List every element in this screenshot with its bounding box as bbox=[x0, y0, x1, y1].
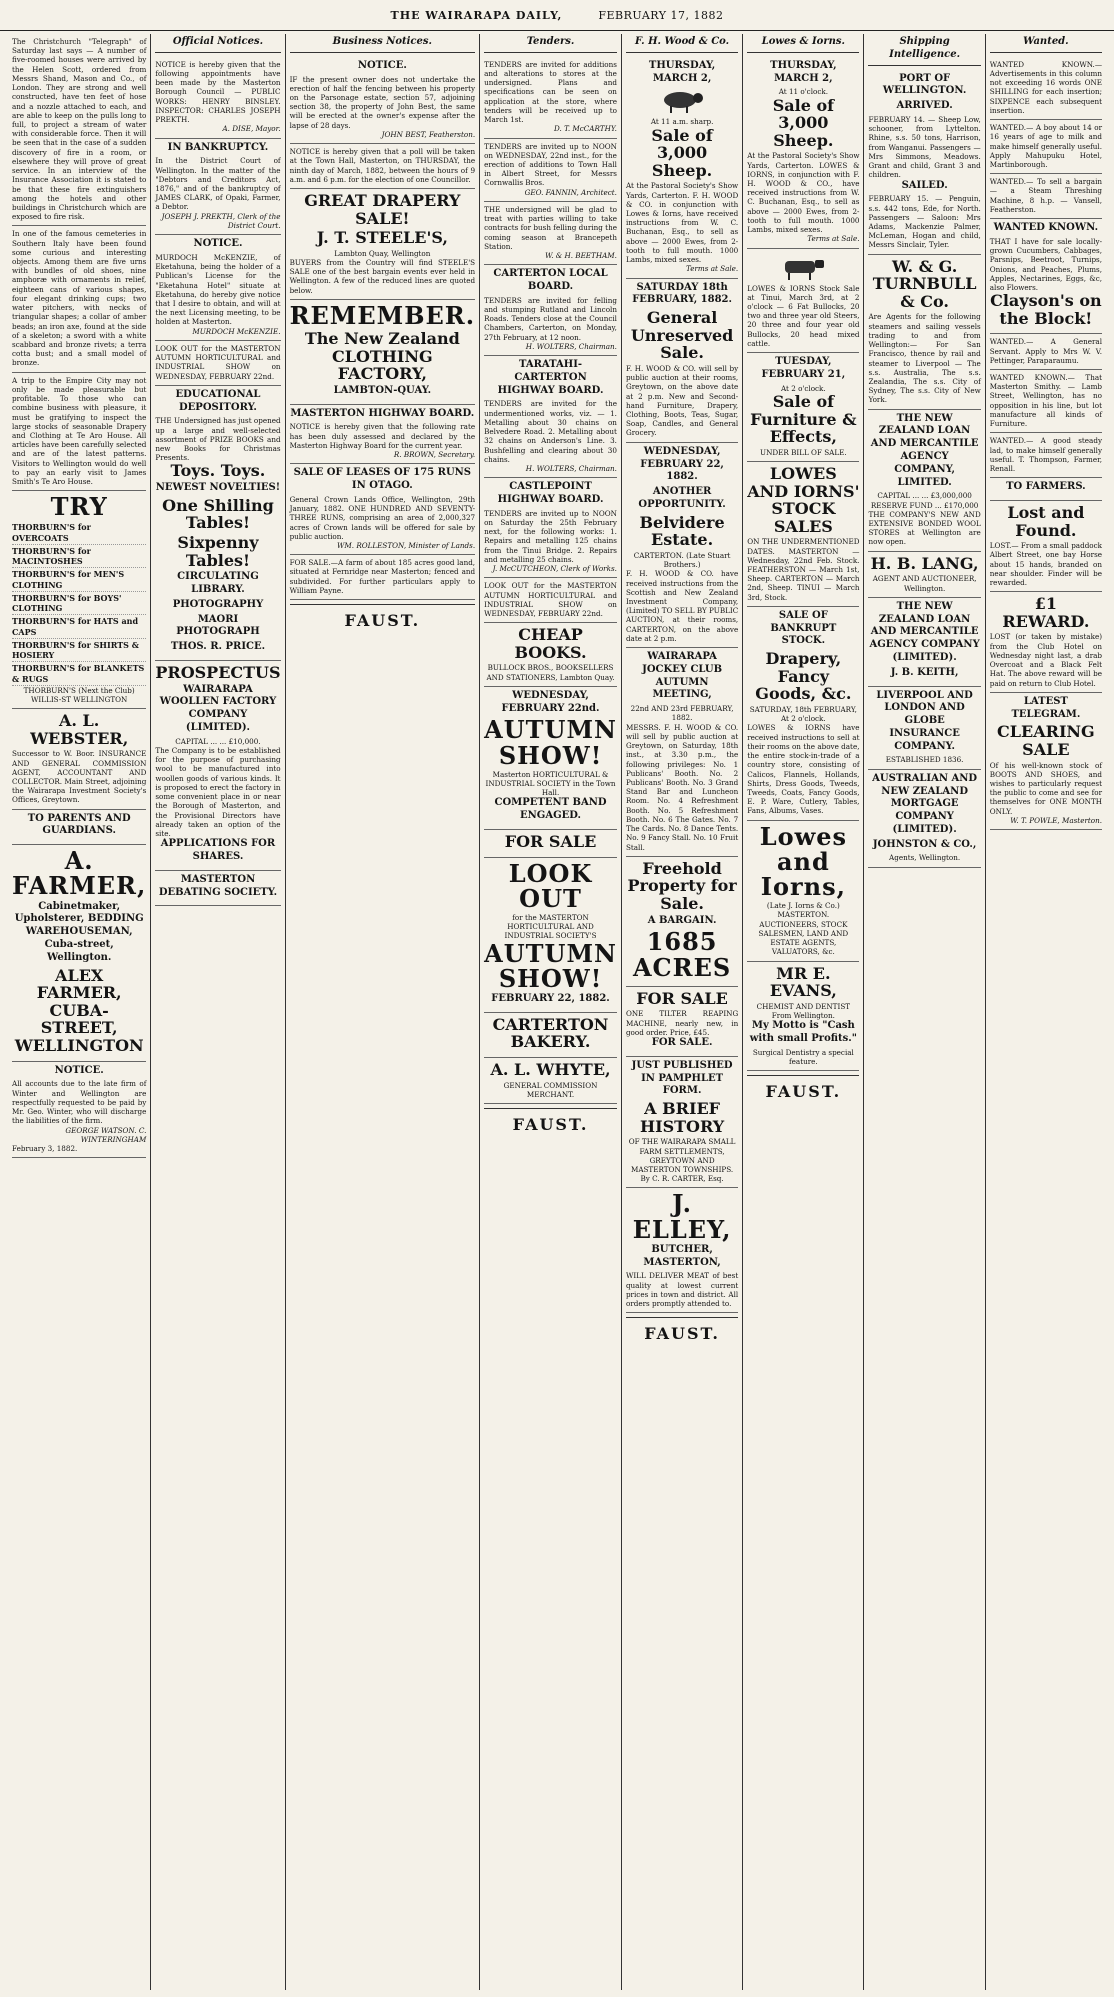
ad-subhead: AGENT AND AUCTIONEER, Wellington. bbox=[872, 574, 977, 593]
ad-body: TENDERS are invited for additions and alterations to stores at the undersigned. Plans and specifications can be seen on application at the store, where tenders will be received up to March 1st. bbox=[484, 59, 617, 125]
ad-headline: CARTERTON BAKERY. bbox=[492, 1014, 609, 1052]
ad-headline: FOR SALE bbox=[504, 832, 597, 852]
ad-body: FEBRUARY 15. — Penguin, s.s. 442 tons, Ede, for North. Passengers — Saloon: Mrs Adams, Mackenzie Palmer, McLeman, Hogan and child, Messrs Sinclair, Tyler. bbox=[868, 194, 981, 250]
farmer-advert bbox=[12, 845, 146, 1061]
reaper-sale-advert bbox=[626, 987, 738, 1057]
ad-headline: A. FARMER, bbox=[12, 846, 147, 901]
column-heading: Official Notices. bbox=[155, 34, 280, 53]
stock-sale-advert bbox=[747, 249, 859, 354]
ad-headline: Drapery, Fancy Goods, &c. bbox=[755, 649, 852, 704]
column-6 bbox=[743, 34, 864, 1990]
ad-body: At the Pastoral Society's Show Yards, Carterton. F. H. WOOD & CO. in conjunction with Lowes & Iorns, have received instructions from W. C. Buchanan, Esq., to sell as above — 2000 Ewes, from 2-tooth to full mouth. 1000 Lambs, mixed sexes. bbox=[625, 181, 739, 265]
ad-body: BUYERS from the Country will find STEELE'S SALE one of the best bargain events ever held in Wellington. A few of the reduced lines are quoted below. bbox=[289, 258, 476, 295]
cattle-illustration bbox=[777, 255, 829, 281]
ad-subhead: PHOTOGRAPHY bbox=[172, 598, 264, 610]
local-board-notice bbox=[484, 265, 617, 356]
ad-subhead: for the MASTERTON HORTICULTURAL AND INDUSTRIAL SOCIETY'S bbox=[504, 913, 597, 941]
ad-body: The Company is to be established for the purpose of purchasing wool to be manufactured into woollen goods of various kinds. It is proposed to erect the factory in some convenient place in or near the Borough of Masterton, and the Provisional Directors have already taken an option of the site. bbox=[155, 745, 281, 838]
column-8 bbox=[986, 34, 1106, 1990]
ad-body: MURDOCH McKENZIE, of Eketahuna, being the holder of a Publican's License for the "Eketahuna Hotel" situate at Eketahuna, do hereby give notice that I desire to obtain, and will at the next Licensing meeting, to be holden at Masterton. bbox=[155, 252, 281, 327]
ad-terms: Terms at Sale. bbox=[807, 234, 860, 244]
ad-subhead: CIRCULATING LIBRARY. bbox=[177, 571, 259, 595]
ad-subhead: APPLICATIONS FOR SHARES. bbox=[160, 838, 276, 862]
pamphlet-advert bbox=[626, 1057, 738, 1189]
ad-headline: J. ELLEY, bbox=[632, 1189, 732, 1244]
mortgage-advert bbox=[868, 770, 980, 868]
column-footer: FAUST. bbox=[290, 604, 476, 633]
ad-subhead: A BARGAIN. bbox=[647, 914, 717, 926]
ad-sign: H. WOLTERS, Chairman. bbox=[525, 464, 617, 473]
issue-date: FEBRUARY 17, 1882 bbox=[598, 8, 724, 22]
ad-body: Of his well-known stock of BOOTS AND SHOES, and wishes to particularly request the public to come and see for themselves for ONE MONTH ONLY. bbox=[989, 760, 1103, 816]
ad-subhead: J. T. STEELE'S, bbox=[316, 228, 448, 248]
ad-body: FEBRUARY 14. — Sheep Low, schooner, from Lyttelton. Rhine, s.s. 50 tons, Harrison, from Wanganui. Passengers — Mrs Simmons, Meadows. Grant and child, Grant 3 and children. bbox=[868, 114, 981, 180]
ad-headline: WANTED KNOWN. bbox=[993, 222, 1099, 234]
ad-sign: W. & H. BEETHAM. bbox=[545, 250, 617, 260]
list-item: THORBURN'S for SHIRTS & HOSIERY bbox=[12, 639, 146, 662]
list-item: THORBURN'S for MACINTOSHES bbox=[12, 545, 146, 568]
loan-agency-advert bbox=[868, 598, 980, 687]
ad-headline: THE NEW ZEALAND LOAN AND MERCANTILE AGENCY COMPANY, LIMITED. bbox=[870, 412, 979, 488]
ad-sign: MURDOCH McKENZIE. bbox=[192, 326, 281, 336]
ad-sign: A. DISE, Mayor. bbox=[222, 124, 281, 134]
ad-sign: GEO. FANNIN, Architect. bbox=[524, 187, 617, 197]
ad-subhead: CHEMIST AND DENTIST From Wellington. bbox=[756, 1001, 851, 1020]
ad-headline: LIVERPOOL AND LONDON AND GLOBE INSURANCE COMPANY. bbox=[876, 689, 973, 752]
runs-sale-notice bbox=[290, 464, 476, 555]
ad-body: NOTICE is hereby given that the following appointments have been made by the Masterton Borough Council — PUBLIC WORKS: HENRY BINSLEY. INSPECTOR: CHARLES JOSEPH PREKTH. bbox=[155, 59, 281, 125]
bankruptcy-notice bbox=[155, 139, 280, 236]
ad-date: SATURDAY, 18th FEBRUARY, At 2 o'clock. bbox=[749, 705, 857, 724]
ad-subhead: ARRIVED. bbox=[896, 100, 953, 112]
ad-body: TENDERS are invited up to NOON on Saturday the 25th February next, for the following works: 1. Repairs and metalling 125 chains from the Tinui Bridge. 2. Repairs and metalling 25 chains. bbox=[484, 508, 617, 564]
ad-headline: Sale of Furniture & Effects, bbox=[750, 391, 857, 447]
ad-subhead: CARTERTON. (Late Stuart Brothers.) bbox=[633, 550, 731, 570]
ad-subhead: The New Zealand CLOTHING FACTORY, bbox=[304, 329, 460, 384]
clothing-advert bbox=[290, 300, 476, 405]
ad-body: WILL DELIVER MEAT of best quality at lowest current prices in town and district. All orders promptly attended to. bbox=[625, 1271, 739, 1309]
drapery-advert bbox=[290, 189, 476, 300]
thorburn-list bbox=[12, 521, 146, 685]
ad-sign: D. T. McCARTHY. bbox=[554, 124, 617, 134]
ad-headline: A BRIEF HISTORY bbox=[639, 1099, 725, 1136]
ad-sign: J. McCUTCHEON, Clerk of Works. bbox=[492, 564, 617, 574]
column-4 bbox=[480, 34, 622, 1990]
ad-body: TENDERS are invited for the undermentioned works, viz. — 1. Metalling about 30 chains on Belvedere Road. 2. Metalling about 32 chains on Anderson's Line. 3. Bushfelling and clearing about 30 chains. bbox=[484, 399, 617, 464]
ad-subhead: CLEARING SALE bbox=[997, 722, 1095, 759]
debating-notice bbox=[155, 871, 280, 907]
ad-headline: Belvidere Estate. bbox=[639, 512, 725, 550]
official-notice bbox=[155, 57, 280, 139]
butcher-advert bbox=[626, 1188, 738, 1313]
turnbull-advert bbox=[868, 255, 980, 410]
ad-body: F. H. WOOD & CO. will sell by public auction at their rooms, Greytown, on the above date at 2 p.m. New and Second-hand Furniture, Drapery, Clothing, Boots, Teas, Sugar, Soap, Candles, and General Grocery. bbox=[625, 363, 739, 438]
ad-body: THAT I have for sale locally-grown Cucumbers, Cabbages, Parsnips, Beetroot, Turnips, Onions, and Peaches, Plums, Apples, Nectarines, Eggs, &c, also Flowers. bbox=[989, 236, 1103, 292]
column-heading: Business Notices. bbox=[290, 34, 476, 53]
fencing-notice bbox=[290, 57, 476, 144]
column-1 bbox=[8, 34, 151, 1990]
ad-date: February 3, 1882. bbox=[12, 1143, 78, 1153]
ad-date: SATURDAY 18th FEBRUARY, 1882. bbox=[632, 281, 732, 306]
ad-headline: TO PARENTS AND GUARDIANS. bbox=[27, 812, 131, 837]
lookout-advert bbox=[484, 858, 617, 1013]
ad-headline: A. L. WHYTE, bbox=[490, 1060, 611, 1080]
evans-advert bbox=[747, 962, 859, 1072]
castlepoint-notice bbox=[484, 478, 617, 578]
show-notice: LOOK OUT for the MASTERTON AUTUMN HORTICULTURAL and INDUSTRIAL SHOW on WEDNESDAY, FEBRUARY 22nd. bbox=[484, 578, 617, 623]
ad-subhead: NEWEST NOVELTIES! bbox=[155, 482, 281, 494]
poll-notice: NOTICE is hereby given that a poll will be taken at the Town Hall, Masterton, on THURSDAY, the ninth day of March, 1882, between the hours of 9 a.m. and 6 p.m. for the election of one Councillor. bbox=[290, 144, 476, 189]
ad-subhead: SALE OF BANKRUPT STOCK. bbox=[770, 609, 837, 647]
stock-sales-advert bbox=[747, 462, 859, 607]
ad-headline: A. L. WEBSTER, bbox=[30, 711, 129, 748]
ad-headline: Lowes and Iorns, bbox=[759, 821, 848, 901]
ad-headline: CASTLEPOINT HIGHWAY BOARD. bbox=[497, 481, 604, 506]
ad-date: 22nd AND 23rd FEBRUARY, 1882. bbox=[630, 704, 734, 723]
ad-reserve: RESERVE FUND ... £170,000 bbox=[870, 500, 979, 510]
ad-body: LOST (or taken by mistake) from the Club Hotel on Wednesday night last, a drab Overcoat and a Black Felt Hat. The above reward will be paid on return to Club Hotel. bbox=[989, 632, 1103, 688]
tender-notice bbox=[484, 57, 617, 139]
ad-subhead: GENERAL COMMISSION MERCHANT. bbox=[503, 1080, 598, 1099]
farm-sale-notice: FOR SALE.—A farm of about 185 acres good land, situated at Fernridge near Masterton; fenced and subdivided. For further particulars apply to William Payne. bbox=[290, 555, 476, 600]
ad-headline: MASTERTON DEBATING SOCIETY. bbox=[158, 873, 278, 898]
whyte-advert bbox=[484, 1058, 617, 1104]
ad-body: THE undersigned will be glad to treat with parties willing to take contracts for bush felling during the coming season at Brancepeth Station. bbox=[484, 204, 617, 251]
webster-advert bbox=[12, 709, 146, 810]
ad-headline: PORT OF WELLINGTON. bbox=[882, 72, 967, 97]
ad-body: Are Agents for the following steamers and sailing vessels trading to and from Wellington:— For San Francisco, thence by rail and steamer to Liverpool — The s.s. Australia, The s.s. Zealandia, The s.s. City of Sydney, The s.s. City of New York. bbox=[868, 312, 981, 405]
column-5 bbox=[622, 34, 743, 1990]
ad-headline: REMEMBER. bbox=[289, 300, 476, 330]
ad-subhead: (Late J. Iorns & Co.) MASTERTON. AUCTIONEERS, STOCK SALESMEN, LAND AND ESTATE AGENTS, VALUATORS, &c. bbox=[758, 901, 849, 957]
ad-motto: My Motto is "Cash with small Profits." bbox=[749, 1020, 857, 1044]
column-heading: F. H. Wood & Co. bbox=[626, 34, 738, 53]
lang-advert bbox=[868, 552, 980, 598]
ad-sign: ALEX FARMER, CUBA-STREET, WELLINGTON bbox=[14, 965, 144, 1056]
prospectus-advert bbox=[155, 661, 280, 871]
ad-headline: PROSPECTUS bbox=[155, 662, 281, 682]
ad-headline: SALE OF LEASES OF 175 RUNS IN OTAGO. bbox=[293, 467, 472, 492]
ad-headline: TARATAHI-CARTERTON HIGHWAY BOARD. bbox=[497, 359, 604, 396]
ad-date: THURSDAY, MARCH 2, bbox=[770, 59, 837, 84]
accounts-notice bbox=[12, 1062, 146, 1159]
jockey-club-advert bbox=[626, 648, 738, 857]
freehold-advert bbox=[626, 857, 738, 987]
ad-sign: R. BROWN, Secretary. bbox=[393, 450, 476, 460]
ad-body: MESSRS. F. H. WOOD & CO. will sell by public auction at Greytown, on Saturday, 18th inst., at 3.30 p.m., the following privileges: No. 1 Publicans' Booth. No. 2 Publicans' Booth. No. 3 Grand Stand Bar and Luncheon Room. No. 4 Refreshment Booth. No. 5 Refreshment Booth. No. 6 The Gates. No. 7 The Cards. No. 8 Dance Tents. No. 9 Fancy Stall. No. 10 Fruit Stall. bbox=[625, 722, 739, 852]
ad-time: At 11 a.m. sharp. bbox=[650, 117, 714, 127]
ad-subhead: Agents, Wellington. bbox=[889, 853, 961, 863]
sheep-sale-advert bbox=[626, 57, 738, 279]
ad-headline: CARTERTON LOCAL BOARD. bbox=[493, 268, 608, 292]
ad-headline: MASTERTON HIGHWAY BOARD. bbox=[290, 407, 475, 419]
news-story: The Christchurch "Telegraph" of Saturday last says — A number of five-roomed houses were arrived by the Helen Scott, ordered from Messrs Shand, Mason and Co., of London. They are strong and well constructed, have ten feet of hose and a nozzle attached to each, and are able to keep on the pulls long to full, to project a stream of water with considerable force. Then it will be seen that in the case of a sudden discovery of fire in a room, or elsewhere they will prove of great service. In an interview of the Insurance Association it is stated to be that these fire extinguishers among the hotels and other buildings in Christchurch which are exposed to fire risk. bbox=[12, 34, 146, 226]
telegram-advert bbox=[990, 693, 1102, 830]
unreserved-sale-advert bbox=[626, 279, 738, 443]
column-footer: FAUST. bbox=[747, 1075, 859, 1104]
ad-headline: GREAT DRAPERY SALE! bbox=[304, 191, 461, 228]
ad-sign: WM. ROLLESTON, Minister of Lands. bbox=[337, 541, 476, 550]
wanted-advert: WANTED KNOWN.— Advertisements in this column not exceeding 16 words ONE SHILLING for each insertion; SIXPENCE each subsequent insertion. bbox=[990, 57, 1102, 120]
ad-body: At the Pastoral Society's Show Yards, Carterton. LOWES & IORNS, in conjunction with F. H. WOOD & CO., have received instructions from W. C. Buchanan, Esq., to sell as above — 2000 Ewes, from 2-tooth to full mouth. 1000 Lambs, mixed sexes. bbox=[747, 151, 860, 235]
books-advert bbox=[484, 623, 617, 687]
ad-headline: NOTICE. bbox=[193, 238, 243, 250]
ad-headline: NOTICE. bbox=[54, 1064, 104, 1076]
ad-date: THURSDAY, MARCH 2, bbox=[648, 59, 716, 84]
ad-headline: MR E. EVANS, bbox=[769, 963, 837, 1001]
ad-body: LOWES & IORNS Stock Sale at Tinui, March 3rd, at 2 o'clock — 6 Fat Bullocks, 20 two and three year old Steers, 20 three and four year old Bullocks, 20 head mixed cattle. bbox=[747, 283, 860, 348]
reward-notice bbox=[990, 592, 1102, 693]
wanted-advert: WANTED.— A boy about 14 or 16 years of age to milk and make himself generally useful. Apply Mahupuku Hotel, Martinborough. bbox=[990, 120, 1102, 174]
column-2 bbox=[151, 34, 285, 1990]
ad-time: At 2 o'clock. bbox=[780, 383, 826, 393]
list-item: THORBURN'S for OVERCOATS bbox=[12, 521, 146, 544]
ad-date: WEDNESDAY, FEBRUARY 22nd. bbox=[501, 689, 600, 714]
wanted-known-advert bbox=[990, 219, 1102, 334]
parents-notice bbox=[12, 810, 146, 846]
ad-subhead: ESTABLISHED 1836. bbox=[885, 755, 964, 765]
highway-notice bbox=[290, 405, 476, 465]
column-7 bbox=[864, 34, 985, 1990]
ad-body: F. H. WOOD & CO. have received instructions from the Scottish and New Zealand Investment Company, (Limited) TO SELL BY PUBLIC AUCTION, at their rooms, CARTERTON, on the above date at 2 p.m. bbox=[625, 569, 739, 643]
ad-sign: J. B. KEITH, bbox=[890, 666, 959, 678]
ad-subhead: AUTUMN SHOW! bbox=[484, 938, 617, 993]
ad-subhead: WAIRARAPA WOOLLEN FACTORY COMPANY (LIMITED). bbox=[159, 683, 277, 733]
wanted-advert: WANTED KNOWN.— That Masterton Smithy. — Lamb Street, Wellington, has no opposition in his line, but lot manufacture all kinds of Furniture. bbox=[990, 370, 1102, 433]
ad-time: At 11 o'clock. bbox=[778, 87, 828, 97]
ad-subhead: Clayson's on the Block! bbox=[990, 291, 1102, 328]
ad-sign: JOHNSTON & CO., bbox=[872, 838, 977, 850]
ad-sign: JOSEPH J. PREKTH, Clerk of the District Court. bbox=[161, 211, 281, 230]
newspaper-title: THE WAIRARAPA DAILY, bbox=[390, 8, 563, 22]
ad-subhead: One Shilling Tables! bbox=[162, 495, 274, 533]
list-item: THORBURN'S for BLANKETS & RUGS bbox=[12, 662, 146, 685]
furniture-sale-advert bbox=[747, 353, 859, 462]
loan-agency-advert bbox=[868, 410, 980, 552]
ad-headline: AUSTRALIAN AND NEW ZEALAND MORTGAGE COMPANY (LIMITED). bbox=[872, 772, 978, 835]
column-3 bbox=[286, 34, 481, 1990]
sheep-sale-advert bbox=[747, 57, 859, 249]
ad-subhead: BULLOCK BROS., BOOKSELLERS AND STATIONERS, Lambton Quay. bbox=[486, 663, 615, 682]
lost-found-section bbox=[990, 501, 1102, 592]
ad-headline: TRY bbox=[50, 492, 108, 522]
column-heading: Tenders. bbox=[484, 34, 617, 53]
ad-date: WEDNESDAY, FEBRUARY 22, 1882. bbox=[640, 445, 724, 483]
ad-body: LOST.— From a small paddock Albert Street, one bay Horse about 15 hands, branded on near shoulder. Finder will be rewarded. bbox=[989, 541, 1103, 588]
ad-headline: CHEAP BOOKS. bbox=[514, 625, 587, 662]
ad-headline: General Unreserved Sale. bbox=[630, 308, 734, 363]
ad-subhead: MAORI PHOTOGRAPH bbox=[176, 613, 260, 638]
news-story: A trip to the Empire City may not only be made pleasurable but profitable. To those who can combine business with pleasure, it must be gratifying to inspect the large stocks of seasonable Drapery and Clothing at Te Aro House. All articles have been carefully selected and are of the latest patterns. Visitors to Wellington would do well to pay an early visit to James Smith's Te Aro House. bbox=[12, 373, 146, 492]
ad-body: General Crown Lands Office, Wellington, 29th January, 1882. ONE HUNDRED AND SEVENTY-THREE RUNS, comprising an area of 2,000,327 acres of Crown lands will be offered for sale by public auction. bbox=[289, 494, 476, 541]
ad-subhead: COMPETENT BAND ENGAGED. bbox=[494, 797, 607, 822]
news-story: In one of the famous cemeteries in Southern Italy have been found some curious and interesting objects. Among them are five urns with bundles of old shoes, nine amphoræ with ornaments in relief, eighteen cans of various shapes, four elegant drinking cups; two water pitchers, with necks of triangular shapes; a collar of amber beads; an iron axe, found at the side of a skeleton; a sword with a white scabbard and bronze rivets; a terra cotta bust; and a small model of bronze. bbox=[12, 226, 146, 372]
column-heading: Shipping Intelligence. bbox=[868, 34, 980, 66]
ad-headline: LATEST TELEGRAM. bbox=[1011, 695, 1081, 720]
column-heading: Wanted. bbox=[990, 34, 1102, 53]
ad-subhead: SAILED. bbox=[901, 179, 948, 191]
ad-date: FEBRUARY 22, 1882. bbox=[491, 993, 610, 1005]
insurance-advert bbox=[868, 687, 980, 770]
licence-notice bbox=[155, 235, 280, 341]
ad-address: Lambton Quay, Wellington bbox=[334, 248, 431, 258]
lowes-iorns-advert bbox=[747, 821, 859, 962]
ad-body: Surgical Dentistry a special feature. bbox=[752, 1047, 854, 1066]
thorburn-advert bbox=[12, 491, 146, 709]
column-footer: FAUST. bbox=[484, 1108, 617, 1137]
list-item: THORBURN'S for BOYS' CLOTHING bbox=[12, 592, 146, 615]
ad-subhead: ANOTHER OPPORTUNITY. bbox=[638, 486, 726, 510]
ad-headline: Sale of 3,000 Sheep. bbox=[772, 95, 834, 150]
show-notice: LOOK OUT for the MASTERTON AUTUMN HORTICULTURAL and INDUSTRIAL SHOW on WEDNESDAY, FEBRUARY 22nd. bbox=[155, 341, 280, 386]
ad-headline: THE NEW ZEALAND LOAN AND MERCANTILE AGENCY COMPANY (LIMITED). bbox=[869, 600, 980, 663]
ad-body: All accounts due to the late firm of Winter and Wellington are respectfully requested to be paid by Mr. Geo. Winter, who will discharge the liabilities of the firm. bbox=[12, 1079, 147, 1126]
depository-advert bbox=[155, 386, 280, 661]
ad-body: Successor to W. Boor. INSURANCE AND GENERAL COMMISSION AGENT, ACCOUNTANT AND COLLECTOR. Main Street, adjoining the Wairarapa Investment Society's Offices, Greytown. bbox=[12, 749, 147, 805]
taratahi-notice bbox=[484, 356, 617, 478]
ad-sign: THOS. R. PRICE. bbox=[170, 641, 266, 653]
wanted-advert: WANTED.— To sell a bargain — a Steam Threshing Machine, 8 h.p. — Vansell, Featherston. bbox=[990, 174, 1102, 219]
ad-terms: Terms at Sale. bbox=[686, 264, 739, 274]
ad-body: ONE TILTER REAPING MACHINE, nearly new, in good order. Price, £45. bbox=[625, 1009, 739, 1037]
bakery-advert bbox=[484, 1013, 617, 1058]
for-sale-advert bbox=[484, 830, 617, 858]
ad-body: IF the present owner does not undertake the erection of half the fencing between his property on the Parsonage estate, section 57, adjoining section 38, the property of John Best, the same will be erected at the owner's expense after the lapse of 28 days. bbox=[289, 74, 476, 130]
ad-date: TUESDAY, FEBRUARY 21, bbox=[761, 356, 846, 380]
ad-headline: AUTUMN SHOW! bbox=[484, 715, 617, 770]
ad-subhead: 1685 ACRES bbox=[632, 927, 732, 982]
ad-capital: CAPITAL ... ... £3,000,000 bbox=[877, 491, 972, 501]
ad-sign: H. WOLTERS, Chairman. bbox=[525, 341, 617, 351]
tender-notice bbox=[484, 202, 617, 265]
ad-capital: CAPITAL ... ... £10,000. bbox=[175, 736, 261, 746]
autumn-show-advert bbox=[484, 687, 617, 830]
ad-body: NOTICE is hereby given that the following rate has been duly assessed and declared by the Masterton Highway Board for the current year. bbox=[289, 422, 476, 450]
ad-sign: W. T. POWLE, Masterton. bbox=[1010, 815, 1103, 825]
ad-headline: WAIRARAPA JOCKEY CLUB AUTUMN MEETING, bbox=[642, 651, 723, 701]
ad-body: THE Undersigned has just opened up a large and well-selected assortment of PRIZE BOOKS and new Books for Christmas Presents. bbox=[155, 416, 281, 463]
ad-body: THE COMPANY'S NEW AND EXTENSIVE BONDED WOOL STORES at Wellington are now open. bbox=[868, 509, 981, 547]
ad-subhead: UNDER BILL OF SALE. bbox=[760, 447, 847, 457]
ad-subhead: FOR SALE. bbox=[651, 1036, 713, 1048]
ad-subhead: Toys. Toys. bbox=[170, 461, 266, 481]
column-footer: FAUST. bbox=[626, 1317, 738, 1346]
ad-headline: IN BANKRUPTCY. bbox=[167, 141, 269, 153]
ad-body: TENDERS are invited up to NOON on WEDNESDAY, 22nd inst., for the erection of additions to Town Hall in Albert Street, for Messrs Cornwallis Bros. bbox=[484, 141, 617, 188]
ad-subhead: JUST PUBLISHED IN PAMPHLET FORM. bbox=[631, 1059, 733, 1097]
ad-address: LAMBTON-QUAY. bbox=[333, 384, 432, 396]
ad-headline: EDUCATIONAL DEPOSITORY. bbox=[175, 388, 261, 413]
bankrupt-stock-advert bbox=[747, 607, 859, 821]
columns bbox=[8, 34, 1106, 1990]
ad-headline: H. B. LANG, bbox=[870, 553, 979, 573]
shipping-report bbox=[868, 70, 980, 255]
ad-headline: £1 REWARD. bbox=[1002, 594, 1090, 631]
list-item: THORBURN'S for MEN'S CLOTHING bbox=[12, 568, 146, 591]
ad-subhead: Cabinetmaker, Upholsterer, BEDDING WAREHOUSEMAN, Cuba-street, Wellington. bbox=[14, 900, 144, 963]
ad-body: TENDERS are invited for felling and stumping Rutland and Lincoln Roads. Tenders close at the Council Chambers, Carterton, on Monday, 27th February, at 12 noon. bbox=[484, 295, 617, 342]
ad-headline: LOOK OUT bbox=[508, 858, 593, 913]
ad-headline: Sale of 3,000 Sheep. bbox=[651, 125, 713, 180]
ad-headline: W. & G. TURNBULL & Co. bbox=[872, 256, 977, 311]
ad-body: OF THE WAIRARAPA SMALL FARM SETTLEMENTS, GREYTOWN AND MASTERTON TOWNSHIPS. By C. R. CARTER, Esq. bbox=[628, 1137, 736, 1184]
ad-subhead: Sixpenny Tables! bbox=[177, 533, 259, 570]
tender-notice bbox=[484, 139, 617, 202]
ad-body: In the District Court of Wellington. In the matter of the "Debtors and Creditors Act, 1876," and of the bankruptcy of JAMES CLARK, of Opaki, Farmer, a Debtor. bbox=[155, 156, 281, 212]
ad-headline: Freehold Property for Sale. bbox=[627, 858, 737, 913]
sheep-illustration bbox=[656, 88, 708, 114]
belvidere-advert bbox=[626, 443, 738, 648]
farmers-notice bbox=[990, 478, 1102, 501]
ad-body: LOWES & IORNS have received instructions to sell at their rooms on the above date, the entire stock-in-trade of a country store, consisting of Calicos, Flannels, Hollands, Shirts, Dress Goods, Tweeds, Tweeds, Coats, Fancy Goods, E. P. Ware, Cutlery, Tables, Fans, Albums, Vases. bbox=[747, 723, 860, 816]
ad-sign: GEORGE WATSON. C. WINTERINGHAM bbox=[65, 1125, 147, 1144]
ad-headline: FOR SALE bbox=[636, 988, 728, 1008]
ad-headline: LOWES AND IORNS' STOCK SALES bbox=[747, 463, 860, 536]
ad-subhead: Masterton HORTICULTURAL & INDUSTRIAL SOCIETY in the Town Hall. bbox=[485, 769, 616, 798]
list-item: THORBURN'S for HATS and CAPS bbox=[12, 615, 146, 638]
ad-subhead: BUTCHER, MASTERTON, bbox=[643, 1243, 721, 1268]
ad-sign: JOHN BEST, Featherston. bbox=[381, 129, 476, 139]
masthead bbox=[0, 0, 1114, 31]
column-heading: Lowes & Iorns. bbox=[747, 34, 859, 53]
ad-headline: NOTICE. bbox=[357, 59, 407, 71]
wanted-advert: WANTED.— A good steady lad, to make himself generally useful. T. Thompson, Farmer, Renall. bbox=[990, 433, 1102, 478]
ad-address: THORBURN'S (Next the Club) WILLIS-ST WELLINGTON bbox=[23, 685, 135, 704]
ad-headline: Lost and Found. bbox=[1007, 503, 1085, 540]
ad-headline: TO FARMERS. bbox=[1006, 481, 1086, 493]
wanted-advert: WANTED.— A General Servant. Apply to Mrs W. V. Pettinger, Paraparaumu. bbox=[990, 334, 1102, 370]
ad-body: ON THE UNDERMENTIONED DATES. MASTERTON — Wednesday, 22nd Feb. Stock. FEATHERSTON — March 1st, Sheep. CARTERTON — March 2nd, Sheep. TINUI — March 3rd, Stock. bbox=[747, 537, 860, 602]
